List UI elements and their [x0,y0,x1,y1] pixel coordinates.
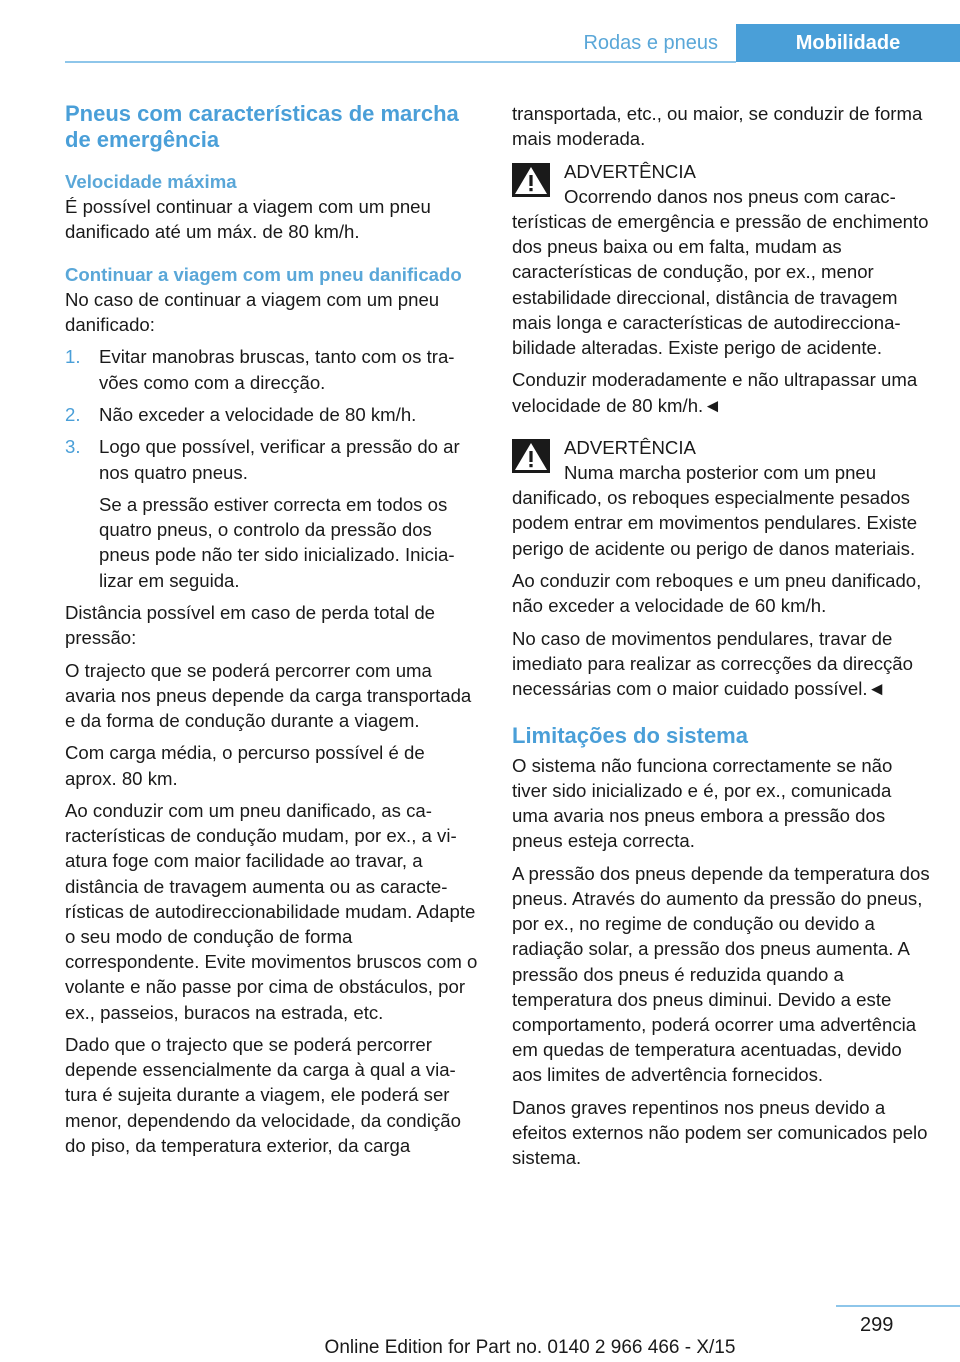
paragraph: O sistema não funciona correctamente se não tiver sido inicializado e é, por ex., comunicada uma avaria nos pneus embora a pressão dos pneus esteja correcta. [512,754,893,852]
step-number: 1. [65,346,81,368]
paragraph: A pressão dos pneus depende da temperatura dos pneus. Através do aumento da pressão do pneus, por ex., no regime de condução ou devido a radiação solar, a pressão dos pneus aumenta. A pressão dos pneus é reduzida quando a temperatura dos pneus diminui. Devido a este comportamento, poderá ocorrer uma advertência em quedas de temperatura acentuadas, devido aos limites de advertência fornecidos. [512,862,930,1086]
step-number: 3. [65,436,81,458]
header-rule [65,61,736,63]
warning-title: ADVERTÊNCIA [564,160,696,182]
warning-follow: Conduzir moderadamente e não ultrapassar uma velocidade de 80 km/h.◄ [512,369,918,416]
speed-heading: Velocidade máxima [65,171,237,192]
list-item [65,344,480,394]
paragraph: Com carga média, o percurso possível é de aprox. 80 km. [65,742,425,789]
paragraph: O trajecto que se poderá percorrer com uma avaria nos pneus depende da carga transportada e da forma de condução durante a viagem. [65,659,472,731]
paragraph: Danos graves repentinos nos pneus devido a efeitos externos não podem ser comunicados pelo sistema. [512,1096,928,1169]
step-number: 2. [65,404,81,425]
continue-heading: Continuar a viagem com um pneu danificado [65,263,462,285]
warning-text: Numa marcha posterior com um pneu danificado, os reboques especialmente pesados podem entrar em movimentos pendulares. Existe perigo de acidente ou perigo de danos materiais. [512,462,918,559]
step-text: Evitar manobras bruscas, tanto com os travões como com a direcção. [99,346,455,393]
speed-text: É possível continuar a viagem com um pneu danificado até um máx. de 80 km/h. [65,196,431,243]
section-title: Pneus com características de marcha de emergência [65,101,459,152]
list-item [65,402,480,427]
warning-block [512,159,930,361]
right-column [512,101,930,1178]
chapter-tab[interactable]: Mobilidade [736,24,960,62]
warning-text: Ocorrendo danos nos pneus com características de emergência e pressão de enchimento dos pneus baixa ou em falta, mudam as características de condução, por ex., menor estabilidade direccional, distância de travagem mais longa e características de autodireccionabilidade alteradas. Existe perigo de acidente. [512,185,929,359]
header-tabs [565,24,960,62]
footer-edition: Online Edition for Part no. 0140 2 966 466 - X/15 [324,1337,736,1358]
paragraph: Distância possível em caso de perda total de pressão: [65,601,436,649]
warning-triangle-icon [512,163,550,197]
limits-heading: Limitações do sistema [512,723,748,749]
step-text: Não exceder a velocidade de 80 km/h. [99,404,417,425]
warning-triangle-icon [512,439,550,473]
steps-list [65,344,480,592]
continue-intro: No caso de continuar a viagem com um pneu danificado: [65,288,440,336]
continuation-text: transportada, etc., ou maior, se conduzir de forma mais moderada. [512,103,923,150]
step-text: Logo que possível, verificar a pressão do ar nos quatro pneus. [99,436,460,483]
left-column [65,101,480,1165]
warning-follow: No caso de movimentos pendulares, travar de imediato para realizar as correcções da direcção necessárias com o maior cuidado possível.◄ [512,627,913,700]
warning-title: ADVERTÊNCIA [564,436,696,458]
footer-rule [836,1305,960,1307]
step-extra-text: Se a pressão estiver correcta em todos os quatro pneus, o controlo da pressão dos pneus pode não ter sido inicializado. Inicializar em seguida. [99,493,455,591]
warning-follow: Ao conduzir com reboques e um pneu danificado, não exceder a velocidade de 60 km/h. [512,570,922,617]
section-tab[interactable]: Rodas e pneus [583,32,718,54]
warning-block [512,435,930,561]
paragraph: Dado que o trajecto que se poderá percorrer depende essencialmente da carga à qual a viatura é sujeita durante a viagem, ele poderá ser menor, dependendo da velocidade, da condição do piso, da temperatura exterior, da carga [65,1033,461,1156]
list-item [65,434,480,592]
page-number: 299 [860,1314,894,1336]
paragraph: Ao conduzir com um pneu danificado, as características de condução mudam, por ex., a viatura foge com maior facilidade ao travar, a distância de travagem aumenta ou as características de autodireccionabilidade mudam. Adapte o seu modo de condução de forma correspondente. Evite movimentos bruscos com o volante e não passe por cima de obstáculos, por ex., passeios, buracos na estrada, etc. [65,799,478,1023]
